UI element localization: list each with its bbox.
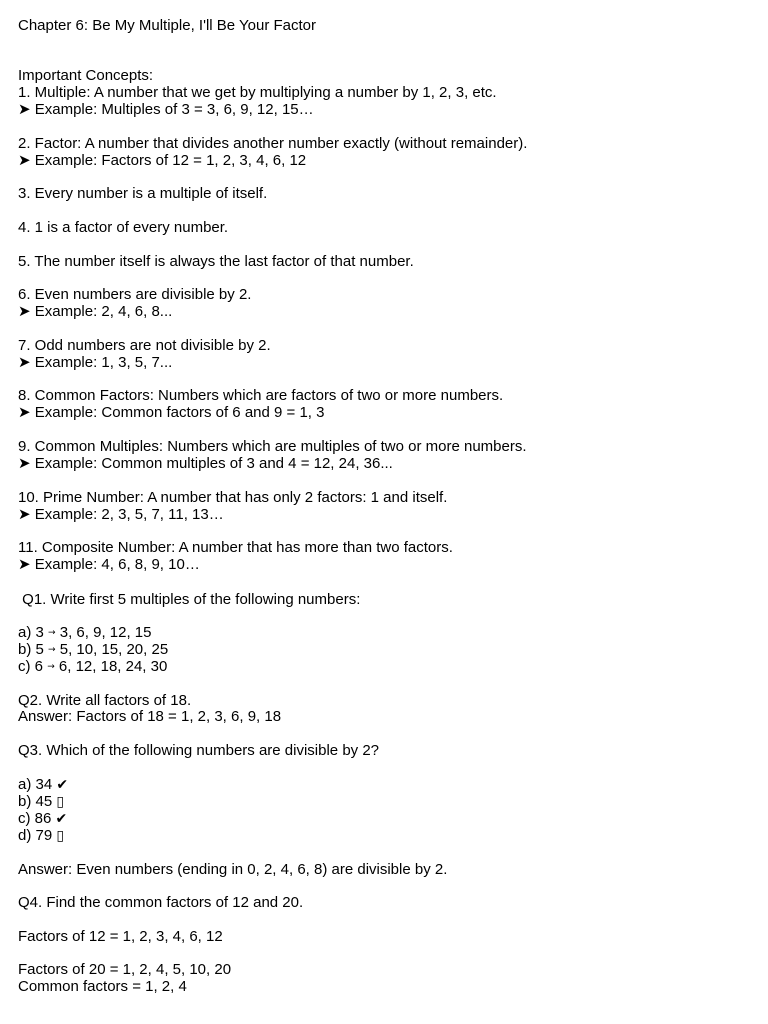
concept-factor-example: ➤ Example: Factors of 12 = 1, 2, 3, 4, 6, 12: [18, 152, 307, 169]
concept-3: 3. Every number is a multiple of itself.: [18, 185, 268, 202]
concept-4: 4. 1 is a factor of every number.: [18, 219, 229, 236]
q3-answer: Answer: Even numbers (ending in 0, 2, 4, 6, 8) are divisible by 2.: [18, 861, 448, 878]
concept-8-example: ➤ Example: Common factors of 6 and 9 = 1, 3: [18, 404, 325, 421]
q3-option-d: [18, 827, 64, 844]
concept-factor: 2. Factor: A number that divides another number exactly (without remainder).: [18, 135, 528, 152]
concept-10-example: ➤ Example: 2, 3, 5, 7, 11, 13…: [18, 506, 224, 523]
concept-10: 10. Prime Number: A number that has only 2 factors: 1 and itself.: [18, 489, 448, 506]
chapter-title: Chapter 6: Be My Multiple, I'll Be Your Factor: [18, 17, 317, 34]
arrow-icon: →: [47, 662, 55, 672]
concept-7-example: ➤ Example: 1, 3, 5, 7...: [18, 354, 173, 371]
q3-b-label: b) 45: [18, 793, 53, 810]
missing-glyph-icon: ▯: [56, 828, 65, 844]
concept-7: 7. Odd numbers are not divisible by 2.: [18, 337, 271, 354]
q4-question: Q4. Find the common factors of 12 and 20.: [18, 894, 304, 911]
concept-9-example: ➤ Example: Common multiples of 3 and 4 = 12, 24, 36...: [18, 455, 393, 472]
q1-b-answer: 5, 10, 15, 20, 25: [59, 641, 169, 658]
q3-option-c: [18, 810, 67, 827]
checkmark-icon: ✔: [56, 777, 69, 793]
q1-a-label: a) 3: [18, 624, 44, 641]
q2-answer: Answer: Factors of 18 = 1, 2, 3, 6, 9, 18: [18, 708, 282, 725]
concept-6: 6. Even numbers are divisible by 2.: [18, 286, 252, 303]
concept-6-example: ➤ Example: 2, 4, 6, 8...: [18, 303, 173, 320]
concept-8: 8. Common Factors: Numbers which are factors of two or more numbers.: [18, 387, 504, 404]
q2-question: Q2. Write all factors of 18.: [18, 692, 192, 709]
arrow-icon: →: [48, 645, 56, 655]
q3-question: Q3. Which of the following numbers are divisible by 2?: [18, 742, 380, 759]
q4-factors-20: Factors of 20 = 1, 2, 4, 5, 10, 20: [18, 961, 232, 978]
q1-c-answer: 6, 12, 18, 24, 30: [58, 658, 168, 675]
q3-d-label: d) 79: [18, 827, 53, 844]
concept-9: 9. Common Multiples: Numbers which are multiples of two or more numbers.: [18, 438, 527, 455]
concept-11-example: ➤ Example: 4, 6, 8, 9, 10…: [18, 556, 200, 573]
q1-b-label: b) 5: [18, 641, 44, 658]
concepts-heading: Important Concepts:: [18, 67, 154, 84]
q1-answer-b: [18, 641, 168, 658]
q3-a-label: a) 34: [18, 776, 53, 793]
q1-question: Q1. Write first 5 multiples of the following numbers:: [18, 591, 361, 608]
concept-multiple-example: ➤ Example: Multiples of 3 = 3, 6, 9, 12, 15…: [18, 101, 314, 118]
missing-glyph-icon: ▯: [56, 794, 65, 810]
concept-5: 5. The number itself is always the last factor of that number.: [18, 253, 414, 270]
q1-answer-a: [18, 624, 152, 641]
q3-option-a: [18, 776, 68, 793]
q1-a-answer: 3, 6, 9, 12, 15: [59, 624, 152, 641]
q3-option-b: [18, 793, 64, 810]
q3-c-label: c) 86: [18, 810, 52, 827]
concept-multiple: 1. Multiple: A number that we get by multiplying a number by 1, 2, 3, etc.: [18, 84, 497, 101]
q1-answer-c: [18, 658, 167, 675]
q1-c-label: c) 6: [18, 658, 44, 675]
arrow-icon: →: [48, 628, 56, 638]
q4-factors-12: Factors of 12 = 1, 2, 3, 4, 6, 12: [18, 928, 223, 945]
concept-11: 11. Composite Number: A number that has more than two factors.: [18, 539, 453, 556]
q4-common-factors: Common factors = 1, 2, 4: [18, 978, 187, 995]
checkmark-icon: ✔: [55, 811, 68, 827]
